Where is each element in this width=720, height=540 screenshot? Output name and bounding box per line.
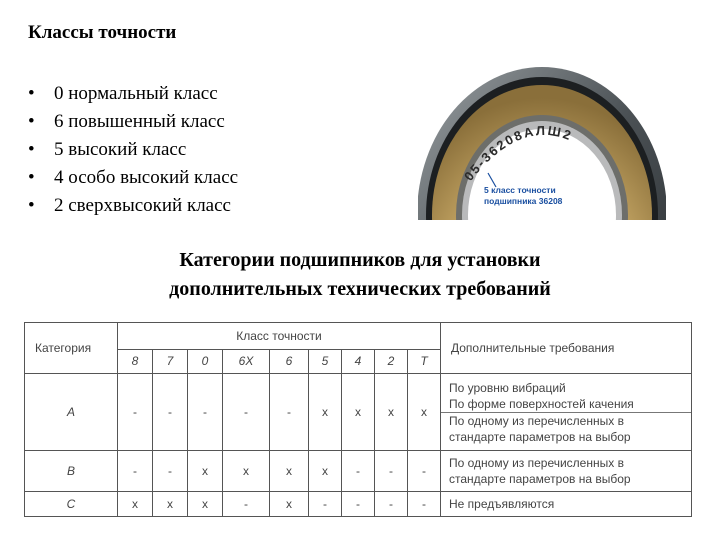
class-header: 0 <box>188 349 223 373</box>
row-category: С <box>25 492 118 517</box>
table-cell: х <box>375 374 408 451</box>
table-cell: - <box>223 492 270 517</box>
table-cell: х <box>270 492 309 517</box>
subtitle-line-2: дополнительных технических требований <box>169 278 551 300</box>
list-item <box>28 80 238 108</box>
list-item <box>28 192 238 220</box>
table-cell: х <box>223 451 270 492</box>
requirement-line: Не предъявляются <box>449 497 555 511</box>
class-header: 2 <box>375 349 408 373</box>
table-cell: - <box>375 451 408 492</box>
table-cell: - <box>153 374 188 451</box>
row-requirements <box>441 492 692 517</box>
subtitle-line-1: Категории подшипников для установки <box>179 249 541 271</box>
table-cell: х <box>342 374 375 451</box>
table-cell: - <box>223 374 270 451</box>
table-cell: - <box>118 374 153 451</box>
requirement-line: По уровню вибраций <box>449 380 566 395</box>
bullet-icon: • <box>28 139 35 160</box>
table-cell: - <box>408 492 441 517</box>
table-cell: - <box>309 492 342 517</box>
table-cell: - <box>153 451 188 492</box>
row-requirements <box>441 451 692 492</box>
header-requirements: Дополнительные требования <box>441 323 692 374</box>
class-header: 5 <box>309 349 342 373</box>
requirement-line: По одному из перечисленных в <box>441 412 691 429</box>
class-header: 8 <box>118 349 153 373</box>
requirement-line: По одному из перечисленных в <box>449 456 624 470</box>
photo-caption-line1: 5 класс точности <box>484 185 556 195</box>
row-category: А <box>25 374 118 451</box>
requirement-line: стандарте параметров на выбор <box>449 429 631 444</box>
class-header: 6 <box>270 349 309 373</box>
class-header: 6X <box>223 349 270 373</box>
bullet-icon: • <box>28 167 35 188</box>
bearing-photo <box>418 65 666 220</box>
table-cell: х <box>153 492 188 517</box>
table-cell: х <box>408 374 441 451</box>
table-cell: - <box>375 492 408 517</box>
ring-marking: 05-36208АЛШ2 <box>460 122 575 184</box>
list-item <box>28 136 238 164</box>
table-row <box>25 492 692 517</box>
requirement-line: стандарте параметров на выбор <box>449 472 631 486</box>
categories-table <box>24 322 692 517</box>
class-header: 4 <box>342 349 375 373</box>
class-header: 7 <box>153 349 188 373</box>
bullet-icon: • <box>28 111 35 132</box>
table-row <box>25 374 692 451</box>
list-item-text: 6 повышенный класс <box>54 111 225 132</box>
accuracy-class-list <box>28 80 238 220</box>
table-cell: х <box>188 451 223 492</box>
table-row <box>25 451 692 492</box>
table-cell: х <box>188 492 223 517</box>
header-class-group: Класс точности <box>118 323 441 350</box>
table-cell: х <box>270 451 309 492</box>
table-cell: - <box>118 451 153 492</box>
requirement-line: По форме поверхностей качения <box>449 396 634 411</box>
list-item-text: 2 сверхвысокий класс <box>54 195 231 216</box>
list-item <box>28 108 238 136</box>
photo-caption-line2: подшипника 36208 <box>484 196 563 206</box>
class-header: Т <box>408 349 441 373</box>
slide-title: Классы точности <box>28 22 177 43</box>
row-category: В <box>25 451 118 492</box>
list-item-text: 4 особо высокий класс <box>54 167 239 188</box>
bullet-icon: • <box>28 195 35 216</box>
section-subtitle <box>0 246 720 304</box>
table-cell: - <box>270 374 309 451</box>
table-cell: - <box>342 451 375 492</box>
table-cell: х <box>309 374 342 451</box>
table-cell: х <box>309 451 342 492</box>
table-cell: - <box>408 451 441 492</box>
list-item-text: 5 высокий класс <box>54 139 187 160</box>
list-item-text: 0 нормальный класс <box>54 83 218 104</box>
table-cell: - <box>342 492 375 517</box>
bullet-icon: • <box>28 83 35 104</box>
header-category: Категория <box>25 323 118 374</box>
list-item <box>28 164 238 192</box>
table-cell: х <box>118 492 153 517</box>
bearing-image <box>418 65 666 220</box>
table-cell: - <box>188 374 223 451</box>
row-requirements <box>441 374 692 451</box>
